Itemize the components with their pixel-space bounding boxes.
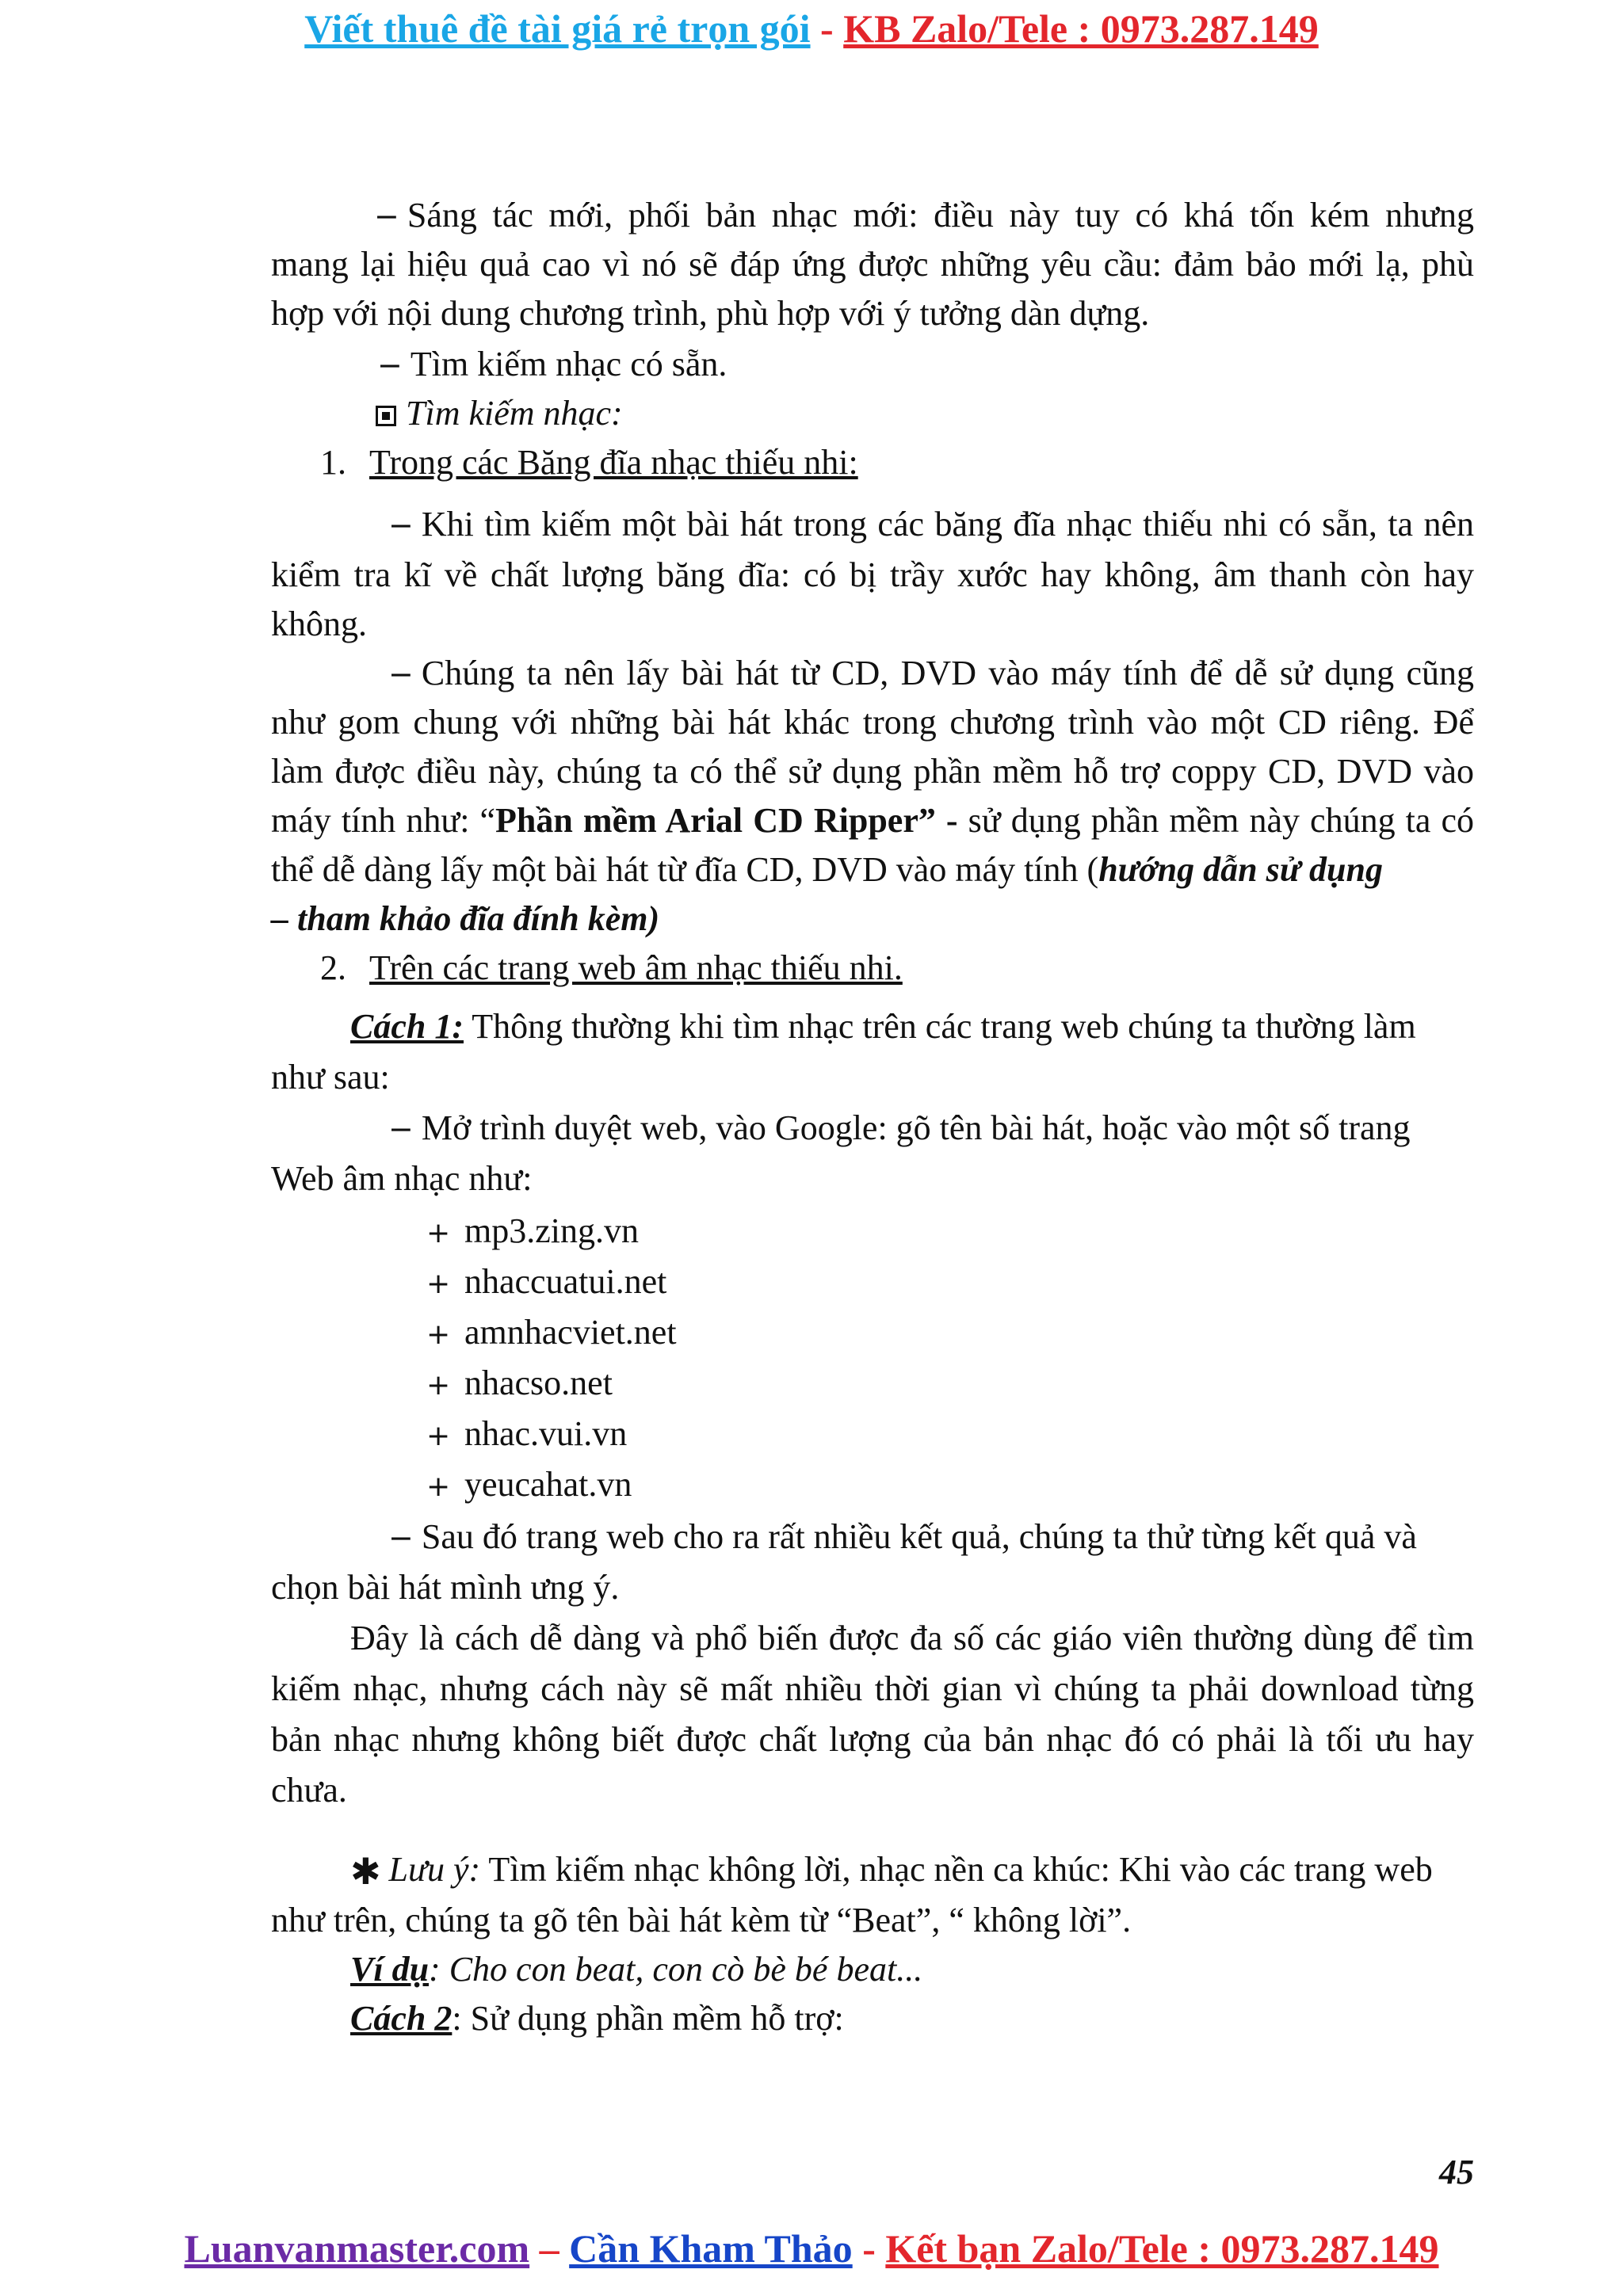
footer-separator: - [852, 2226, 886, 2271]
method-1-label: Cách 1: [350, 1007, 464, 1046]
paragraph-line: – tham khảo đĩa đính kèm) [271, 899, 660, 938]
list-item: + nhaccuatui.net [271, 1257, 1623, 1307]
paragraph-line: hợp với nội dung chương trình, phù hợp với ý tưởng dàn dựng. [271, 294, 1150, 333]
paragraph-line: − Mở trình duyệt web, vào Google: gõ tên bài hát, hoặc vào một số trang [271, 1103, 1591, 1154]
dash-bullet: − [388, 657, 414, 692]
page-footer [0, 2223, 1623, 2274]
bullet-line: − Tìm kiếm nhạc có sẵn. [271, 339, 1580, 390]
paragraph-line: như trên, chúng ta gõ tên bài hát kèm từ “Beat”, “ không lời”. [271, 1901, 1132, 1939]
section-heading: Tìm kiếm nhạc: [271, 388, 1579, 439]
footer-contact-link[interactable]: Kết bạn Zalo/Tele : 0973.287.149 [885, 2226, 1439, 2271]
dash-bullet: − [388, 1520, 414, 1555]
paragraph-line: kiếm nhạc, nhưng cách này sẽ mất nhiều thời gian vì chúng ta phải download từng [271, 1669, 1474, 1708]
list-item: + nhac.vui.vn [271, 1409, 1623, 1459]
header-separator: - [810, 6, 844, 51]
plus-bullet-icon: + [426, 1470, 451, 1503]
method-2-line: Cách 2: Sử dụng phần mềm hỗ trợ: [350, 1999, 844, 2038]
checkbox-bullet-icon [376, 406, 396, 426]
page-number: 45 [1439, 2153, 1474, 2191]
method-2-label: Cách 2 [350, 1999, 453, 2038]
plus-bullet-icon: + [426, 1318, 451, 1351]
paragraph-line: − Sáng tác mới, phối bản nhạc mới: điều này tuy có khá tốn kém nhưng [271, 190, 1474, 241]
paragraph-line: chưa. [271, 1771, 347, 1810]
list-item: + amnhacviet.net [271, 1307, 1623, 1358]
paragraph-line: − Chúng ta nên lấy bài hát từ CD, DVD vào máy tính để dễ sử dụng cũng [271, 648, 1474, 699]
paragraph-line: − Sau đó trang web cho ra rất nhiều kết quả, chúng ta thử từng kết quả và [271, 1512, 1591, 1562]
paragraph-line: − Khi tìm kiếm một bài hát trong các băng đĩa nhạc thiếu nhi có sẵn, ta nên [271, 499, 1474, 550]
asterisk-icon: ✱ [350, 1850, 381, 1893]
software-name: Phần mềm Arial CD Ripper” - [495, 801, 958, 840]
paragraph-line: bản nhạc nhưng không biết được chất lượng của bản nhạc đó có phải là tối ưu hay [271, 1720, 1474, 1759]
paragraph-line: như sau: [271, 1058, 390, 1097]
note-label: Lưu ý: [388, 1850, 481, 1889]
plus-bullet-icon: + [426, 1369, 451, 1402]
plus-bullet-icon: + [426, 1420, 451, 1452]
numbered-item-2: 2. Trên các trang web âm nhạc thiếu nhi. [320, 948, 903, 987]
paragraph-line: như gom chung với những bài hát khác trong chương trình vào một CD riêng. Để [271, 703, 1474, 742]
list-item: + mp3.zing.vn [271, 1206, 1623, 1257]
dash-bullet: − [388, 508, 414, 543]
paragraph-line: kiểm tra kĩ về chất lượng băng đĩa: có bị trầy xước hay không, âm thanh còn hay [271, 555, 1474, 594]
plus-bullet-icon: + [426, 1217, 451, 1249]
list-item: + yeucahat.vn [271, 1459, 1623, 1510]
paragraph-line: máy tính như: “Phần mềm Arial CD Ripper” - sử dụng phần mềm này chúng ta có [271, 801, 1474, 840]
paragraph-line: làm được điều này, chúng ta có thể sử dụng phần mềm hỗ trợ coppy CD, DVD vào [271, 752, 1474, 791]
paragraph-line: chọn bài hát mình ưng ý. [271, 1568, 620, 1607]
header-service-link[interactable]: Viết thuê đề tài giá rẻ trọn gói [304, 6, 811, 51]
plus-bullet-icon: + [426, 1268, 451, 1300]
list-item: + nhacso.net [271, 1358, 1623, 1409]
header-contact-link[interactable]: KB Zalo/Tele : 0973.287.149 [843, 6, 1319, 51]
paragraph-line: mang lại hiệu quả cao vì nó sẽ đáp ứng được những yêu cầu: đảm bảo mới lạ, phù [271, 245, 1474, 284]
note-line: ✱ Lưu ý: Tìm kiếm nhạc không lời, nhạc nền ca khúc: Khi vào các trang web [271, 1844, 1553, 1895]
numbered-item-1: 1. Trong các Băng đĩa nhạc thiếu nhi: [320, 443, 858, 482]
example-line: Ví dụ: Cho con beat, con cò bè bé beat... [350, 1950, 923, 1989]
paragraph-line: Cách 1: Thông thường khi tìm nhạc trên các trang web chúng ta thường làm [350, 1007, 1416, 1046]
dash-bullet: − [374, 199, 399, 234]
dash-bullet: − [377, 348, 403, 383]
paragraph-line: Đây là cách dễ dàng và phổ biến được đa số các giáo viên thường dùng để tìm [350, 1619, 1474, 1657]
paragraph-line: thể dễ dàng lấy một bài hát từ đĩa CD, DVD vào máy tính (hướng dẫn sử dụng [271, 850, 1383, 889]
paragraph-line: không. [271, 605, 367, 643]
example-label: Ví dụ [350, 1950, 430, 1989]
footer-site-link[interactable]: Luanvanmaster.com [184, 2226, 530, 2271]
paragraph-line: Web âm nhạc như: [271, 1159, 533, 1198]
dash-bullet: − [388, 1112, 414, 1146]
page-header [0, 3, 1623, 54]
footer-dash: – [529, 2226, 570, 2271]
footer-name-link[interactable]: Cần Kham Thảo [569, 2226, 853, 2271]
